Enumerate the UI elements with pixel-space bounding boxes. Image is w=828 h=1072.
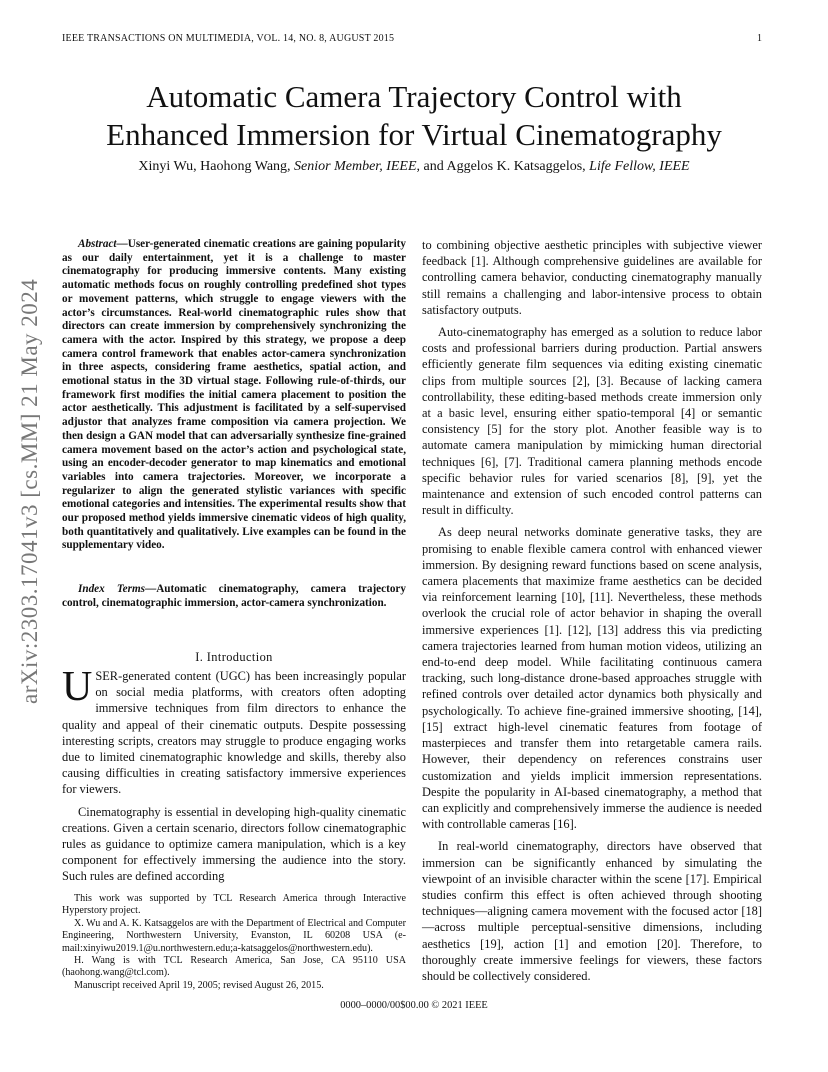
section-heading: I. Introduction [195,650,273,664]
intro-paragraph-1 [62,664,406,798]
author-role-1: Senior Member, IEEE [294,159,417,174]
index-terms-label: Index Terms [78,583,146,595]
title-line-2: Enhanced Immersion for Virtual Cinematography [106,117,722,152]
right-paragraph-1: to combining objective aesthetic principles with subjective viewer feedback [1]. Although comprehensive guidelines are available for controlling camera behavior, conducting cinematography manually still remains a challenging and labor-intensive process to obtain satisfactory outputs. [422,238,762,317]
intro-paragraph-1-text: SER-generated content (UGC) has been increasingly popular on social media platforms, with creators often adopting immersive techniques from film directors to enhance the quality and appeal of their cinematic outputs. Despite possessing interesting scripts, creators may struggle to produce engaging works due to limited cinematographic knowledge and skills, thereby also causing difficulties in creating satisfactory immersive experiences for viewers. [62,669,406,797]
arxiv-stamp: arXiv:2303.17041v3 [cs.MM] 21 May 2024 [17,278,42,704]
footnote-affiliation-1: X. Wu and A. K. Katsaggelos are with the Department of Electrical and Computer Engineering, Northwestern University, Evanston, IL 60208 USA (e-mail:xinyiwu2019.1@u.northwestern.edu;a-katsaggelos@northwestern.edu). [62,917,406,954]
authors-text-1: Xinyi Wu, Haohong Wang, [138,159,295,174]
abstract-label: Abstract [78,238,117,250]
drop-cap: U [62,664,93,710]
footnote-manuscript: Manuscript received April 19, 2005; revised August 26, 2015. [74,979,324,991]
right-column [422,237,762,990]
index-terms [62,583,406,610]
footnote-funding: This work was supported by TCL Research America through Interactive Hyperstory project. [62,893,406,917]
intro-paragraph-2: Cinematography is essential in developing high-quality cinematic creations. Given a certain scenario, directors follow cinematographic rules as guidance to optimize camera manipulation, which is a key component for effectively immersing the audience into the story. Such rules are defined according [62,804,406,884]
intro-body [62,664,406,885]
title-line-1: Automatic Camera Trajectory Control with [146,79,682,114]
author-role-2: Life Fellow, IEEE [589,159,690,174]
abstract-text: —User-generated cinematic creations are gaining popularity as our daily entertainment, yet it is a challenge to master cinematography for producing immersive contents. Many existing automatic methods focus on roughly controlling predefined shot types or movement patterns, which struggle to engage viewers with the actor’s circumstances. Real-world cinematographic rules show that directors can create immersion by comprehensively synchronizing the camera with the actor. Inspired by this strategy, we propose a deep camera control framework that enables actor-camera synchronization in three aspects, considering frame aesthetics, spatial action, and emotional status in the 3D virtual stage. Following rule-of-thirds, our framework first modifies the initial camera placement to position the actor aesthetically. This adjustment is facilitated by a self-supervised adjustor that analyzes frame composition via camera projection. We then design a GAN model that can adversarially synthesize fine-grained camera movement based on the actor’s action and psychological state, using an encoder-decoder generator to map kinematics and emotional variables into camera trajectories. Moreover, we incorporate a regularizer to align the generated stylistic variances with specific emotional categories and intensities. The experimental results show that our proposed method yields immersive cinematic videos of high quality, both quantitatively and qualitatively. Live examples can be found in the supplementary video. [62,238,406,552]
journal-header: IEEE TRANSACTIONS ON MULTIMEDIA, VOL. 14, NO. 8, AUGUST 2015 [62,33,395,44]
author-list [0,159,828,175]
right-paragraph-3: As deep neural networks dominate generative tasks, they are promising to enable flexible camera control with enhanced viewer immersion. By designing reward functions based on scene analysis, camera placements that maximize frame aesthetics can be decided via reinforcement learning [10], [11]. Nevertheless, these methods overlook the crucial role of actor behavior in shaping the overall immersive experiences [1]. [12], [13] address this via predicting camera trajectories learned from human motion videos, utilizing an end-to-end deep model. While facilitating continuous camera tracking, such long-distance drone-based approaches struggle with refined controls over detailed actor dynamics both physically and psychologically. To achieve fine-grained immersive shooting, [14], [15] extract high-level cinematic features from footage of masterpieces and transfer them into retargetable camera rails. However, their dependency on references constrains user customization and yields implicit immersion representations. Despite the popularity in AI-based cinematography, a method that can explicitly and comprehensively immerse the audience is needed with controllable cameras [16]. [422,525,762,832]
copyright-line: 0000–0000/00$00.00 © 2021 IEEE [340,1000,488,1011]
paper-title [0,78,828,154]
footnotes [62,893,406,992]
authors-text-2: , and Aggelos K. Katsaggelos, [416,159,590,174]
right-paragraph-4: In real-world cinematography, directors have observed that immersion can be significantly enhanced by simulating the viewpoint of an invisible character within the scene [17]. Empirical studies confirm this effect is often achieved through shooting techniques—aligning camera movement with the focused actor [18]—across multiple perceptual-sensitive dimensions, including aesthetics [19], action [1] and emotion [20]. Therefore, to thoroughly create immersive feelings for viewers, these factors should be collectively considered. [422,839,762,983]
abstract [62,238,406,553]
page-number: 1 [757,33,762,44]
right-paragraph-2: Auto-cinematography has emerged as a solution to reduce labor costs and professional barriers during production. Partial answers efficiently generate film sequences via editing existing cinematic clips from multiple sources [2], [3]. Because of lacking camera controllability, these editing-based methods create immersion only at a basic level, ensuring either spatio-temporal [4] or semantic consistency [5] for the story plot. Another feasible way is to automate camera manipulation by mimicking human directorial techniques [6], [7]. Traditional camera planning methods encode specific behavior rules for varied scenarios [8], [9], yet the maintenance and extension of such encoded control patterns can result in difficulty. [422,325,762,518]
footnote-affiliation-2: H. Wang is with TCL Research America, San Jose, CA 95110 USA (haohong.wang@tcl.com). [62,955,406,979]
index-terms-text: —Automatic cinematography, camera trajectory control, cinematographic immersion, actor-camera synchronization. [62,583,406,609]
